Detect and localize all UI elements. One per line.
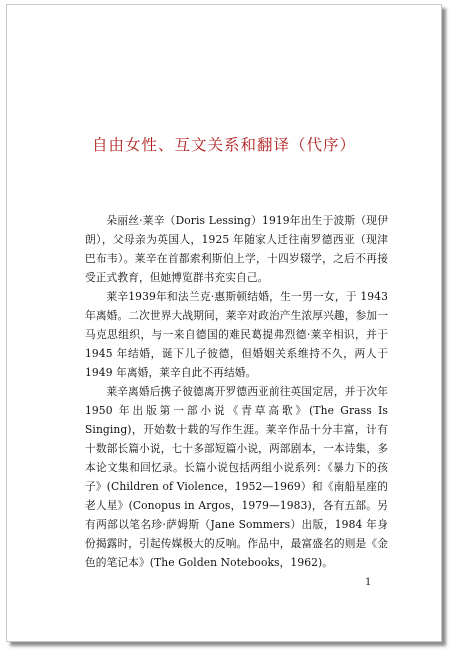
document-page xyxy=(6,4,442,642)
body-text xyxy=(85,211,388,572)
paragraph: 朵丽丝·莱辛（Doris Lessing）1919年出生于波斯（现伊朗），父母亲为英国人，1925 年随家人迁往南罗德西亚（现津巴布韦）。莱辛在首都索利斯伯上学，十四岁辍学，之后不再接受正式教育，但她博览群书充实自己。 xyxy=(85,214,388,284)
chapter-title: 自由女性、互文关系和翻译（代序） xyxy=(91,136,356,154)
paragraph: 莱辛1939年和法兰克·惠斯顿结婚，生一男一女，于 1943年离婚。二次世界大战期间，莱辛对政治产生浓厚兴趣，参加一马克思组织，与一来自德国的难民葛提弗烈德·莱辛相识，并于 1945 年结婚，诞下儿子彼德，但婚姻关系维持不久，两人于 1949 年离婚，莱辛自此不再结婚。 xyxy=(85,290,388,379)
page-number: 1 xyxy=(365,577,372,588)
paragraph: 莱辛离婚后携子彼德离开罗德西亚前往英国定居，并于次年 1950 年出版第一部小说《青草高歌》(The Grass Is Singing)，开始数十载的写作生涯。莱辛作品十分丰富，计有十数部长篇小说，七十多部短篇小说，两部剧本，一本诗集，多本论文集和回忆录。长篇小说包括两组小说系列：《暴力下的孩子》(Children of Violence，1952—1969）和《南船星座的老人星》(Conopus in Argos，1979—1983)，各有五部。另有两部以笔名珍·萨姆斯（Jane Sommers）出版，1984 年身份揭露时，引起传媒极大的反响。作品中，最富盛名的则是《金色的笔记本》(The Golden Notebooks，1962)。 xyxy=(85,385,388,569)
